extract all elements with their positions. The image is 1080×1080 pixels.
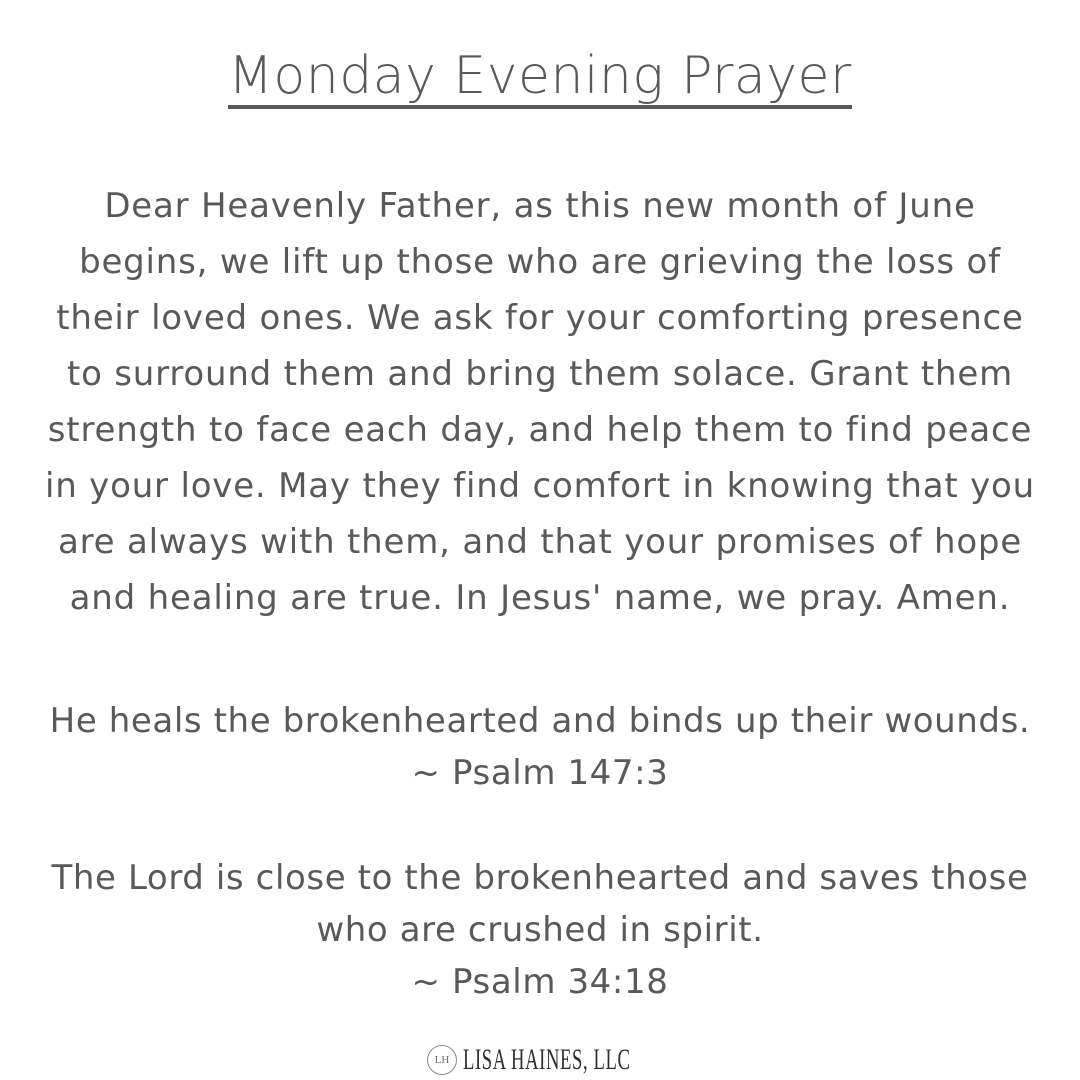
prayer-line: are always with them, and that your promises of hope (57, 522, 1023, 562)
prayer-line: to surround them and bring them solace. Grant them (66, 354, 1014, 394)
verse-psalm-34 (0, 852, 1080, 1008)
brand-name: LISA HAINES, LLC (463, 1043, 631, 1076)
monogram-logo-icon: LH (427, 1045, 457, 1075)
verse-text: who are crushed in spirit. (316, 910, 764, 950)
verse-reference: ~ Psalm 147:3 (411, 753, 669, 793)
prayer-line: Dear Heavenly Father, as this new month of June (104, 186, 976, 226)
prayer-line: their loved ones. We ask for your comforting presence (56, 298, 1024, 338)
prayer-line: and healing are true. In Jesus' name, we pray. Amen. (69, 578, 1011, 618)
prayer-body (0, 178, 1080, 626)
verse-text: The Lord is close to the brokenhearted and saves those (51, 858, 1029, 898)
verse-reference: ~ Psalm 34:18 (411, 962, 669, 1002)
verse-text: He heals the brokenhearted and binds up their wounds. (49, 701, 1031, 741)
verse-psalm-147 (0, 695, 1080, 799)
page-title (0, 44, 1080, 109)
title-text: Monday Evening Prayer (228, 47, 852, 109)
prayer-line: in your love. May they find comfort in knowing that you (44, 466, 1035, 506)
prayer-line: begins, we lift up those who are grieving the loss of (79, 242, 1001, 282)
prayer-line: strength to face each day, and help them to find peace (47, 410, 1033, 450)
footer-branding (0, 1036, 1080, 1078)
